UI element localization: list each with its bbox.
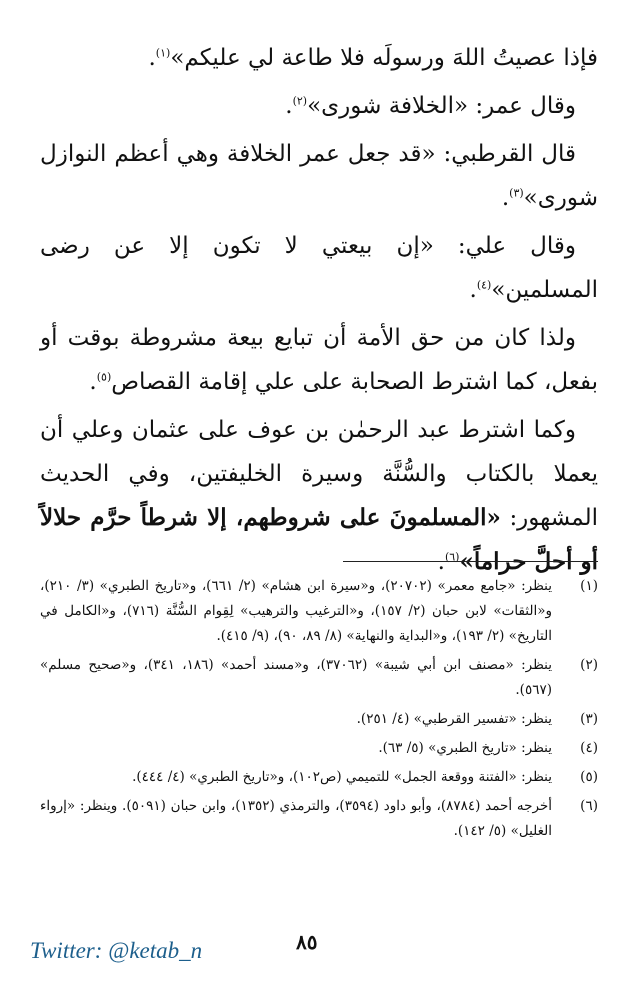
paragraph-1-end: . bbox=[148, 45, 156, 71]
footnote-text: ينظر: «تاريخ الطبري» (٥/ ٦٣). bbox=[378, 740, 552, 756]
footnote-text: ينظر: «تفسير القرطبي» (٤/ ٢٥١). bbox=[356, 711, 552, 727]
paragraph-2-text: وقال عمر: «الخلافة شورى» bbox=[307, 93, 576, 119]
footnote-number: (٣) bbox=[580, 711, 598, 727]
footnote bbox=[40, 765, 598, 790]
footnote-ref-4: (٤) bbox=[476, 278, 492, 292]
paragraph-3-text: قال القرطبي: «قد جعل عمر الخلافة وهي أعظم النوازل شورى» bbox=[40, 141, 598, 211]
footnote-text: ينظر: «مصنف ابن أبي شيبة» (٣٧٠٦٢)، و«مسند أحمد» (١٨٦، ٣٤١)، و«صحيح مسلم» (٥٦٧). bbox=[40, 657, 552, 698]
paragraph-6 bbox=[40, 408, 598, 584]
main-text bbox=[40, 36, 598, 588]
footnote-ref-1: (١) bbox=[155, 46, 171, 60]
footnote-text: أخرجه أحمد (٨٧٨٤)، وأبو داود (٣٥٩٤)، والترمذي (١٣٥٢)، وابن حبان (٥٠٩١). وينظر: «إرواء الغليل» (٥/ ١٤٢). bbox=[40, 798, 553, 839]
footnotes bbox=[40, 574, 598, 848]
footnote-number: (٢) bbox=[580, 657, 598, 673]
paragraph-1 bbox=[40, 36, 598, 80]
footnote-ref-5: (٥) bbox=[96, 370, 112, 384]
footnote bbox=[40, 736, 598, 761]
paragraph-5-text: ولذا كان من حق الأمة أن تبايع بيعة مشروطة بوقت أو بفعل، كما اشترط الصحابة على علي إقامة القصاص bbox=[40, 325, 598, 395]
footnote-divider bbox=[343, 561, 598, 562]
footnote-ref-3: (٣) bbox=[509, 186, 524, 200]
footnote-ref-6: (٦) bbox=[444, 550, 460, 564]
paragraph-4-end: . bbox=[469, 277, 477, 303]
page-number: ٨٥ bbox=[296, 930, 318, 954]
paragraph-5 bbox=[40, 316, 598, 404]
hadith-quote: «المسلمونَ على شروطهم، إلا شرطاً حرَّم حلالاً أو أحلَّ حراماً» bbox=[40, 504, 598, 575]
footnote-text: ينظر: «الفتنة ووقعة الجمل» للتميمي (ص١٠٢)، و«تاريخ الطبري» (٤/ ٤٤٤). bbox=[132, 769, 552, 785]
footnote-number: (١) bbox=[580, 578, 598, 594]
footnote-number: (٤) bbox=[580, 740, 598, 756]
footnote bbox=[40, 707, 598, 732]
paragraph-4 bbox=[40, 224, 598, 312]
footnote-number: (٦) bbox=[580, 798, 598, 814]
paragraph-5-end: . bbox=[89, 369, 97, 395]
paragraph-6-end: . bbox=[437, 549, 445, 575]
paragraph-3-end: . bbox=[501, 185, 510, 211]
paragraph-2-end: . bbox=[285, 93, 293, 119]
footnote-text: ينظر: «جامع معمر» (٢٠٧٠٢)، و«سيرة ابن هشام» (٢/ ٦٦١)، و«تاريخ الطبري» (٣/ ٢١٠)، و«الثقات» لابن حبان (٢/ ١٥٧)، و«الترغيب والترهيب» لِقِوام السُّنَّة (٧١٦)، و«الكامل في التاريخ» (٢/ ١٩٣)، و«البداية والنهاية» (٨/ ٨٩، ٩٠)، (٩/ ٤١٥). bbox=[40, 578, 552, 644]
paragraph-1-text: فإذا عصيتُ اللهَ ورسولَه فلا طاعة لي عليكم» bbox=[170, 45, 598, 71]
paragraph-4-text: وقال علي: «إن بيعتي لا تكون إلا عن رضى المسلمين» bbox=[40, 233, 598, 303]
footnote bbox=[40, 653, 598, 703]
footnote bbox=[40, 794, 598, 844]
paragraph-3 bbox=[40, 132, 598, 220]
footnote-ref-2: (٢) bbox=[292, 94, 308, 108]
footnote bbox=[40, 574, 598, 649]
paragraph-6-text: وكما اشترط عبد الرحمٰن بن عوف على عثمان وعلي أن يعملا بالكتاب والسُّنَّة وسيرة الخليفتين، وفي الحديث المشهور: bbox=[40, 417, 598, 531]
watermark: Twitter: @ketab_n bbox=[30, 938, 203, 963]
footnote-number: (٥) bbox=[580, 769, 598, 785]
paragraph-2 bbox=[40, 84, 598, 128]
